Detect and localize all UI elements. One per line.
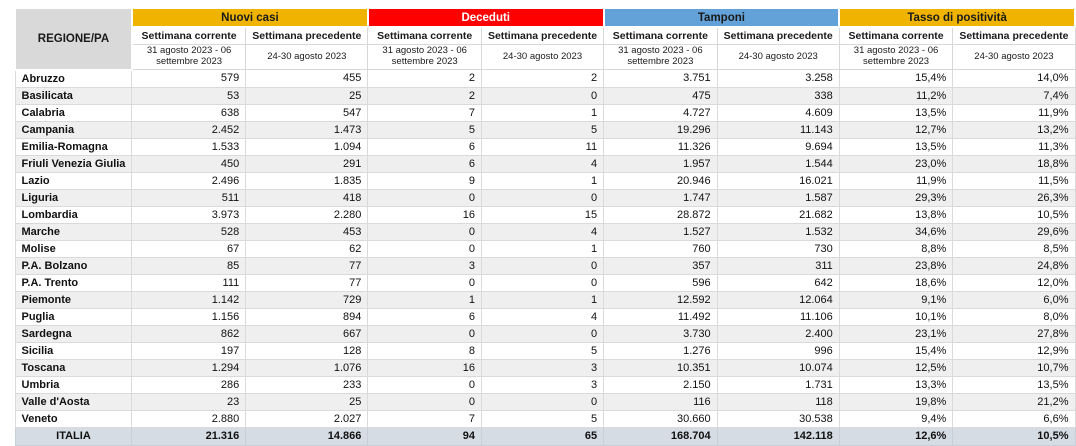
table-row bbox=[15, 359, 1075, 376]
region-name-cell: Puglia bbox=[15, 308, 132, 325]
value-cell: 511 bbox=[132, 189, 246, 206]
value-cell: 1 bbox=[481, 104, 603, 121]
value-cell: 0 bbox=[368, 325, 482, 342]
table-row bbox=[15, 308, 1075, 325]
value-cell: 667 bbox=[246, 325, 368, 342]
value-cell: 2 bbox=[368, 87, 482, 104]
value-cell: 1.747 bbox=[604, 189, 718, 206]
value-cell: 118 bbox=[717, 393, 839, 410]
value-cell: 11.326 bbox=[604, 138, 718, 155]
region-name-cell: Toscana bbox=[15, 359, 132, 376]
value-cell: 638 bbox=[132, 104, 246, 121]
region-name-cell: P.A. Bolzano bbox=[15, 257, 132, 274]
value-cell: 4 bbox=[481, 308, 603, 325]
value-cell: 894 bbox=[246, 308, 368, 325]
value-cell: 0 bbox=[481, 87, 603, 104]
value-cell: 0 bbox=[368, 274, 482, 291]
value-cell: 1.076 bbox=[246, 359, 368, 376]
value-cell: 2.150 bbox=[604, 376, 718, 393]
value-cell: 23,8% bbox=[839, 257, 953, 274]
subheader-current: Settimana corrente bbox=[839, 27, 953, 45]
value-cell: 15,4% bbox=[839, 342, 953, 359]
value-cell: 10.074 bbox=[717, 359, 839, 376]
value-cell: 5 bbox=[368, 121, 482, 138]
value-cell: 2.280 bbox=[246, 206, 368, 223]
value-cell: 4.609 bbox=[717, 104, 839, 121]
table-row bbox=[15, 189, 1075, 206]
value-cell: 2.452 bbox=[132, 121, 246, 138]
table-row bbox=[15, 121, 1075, 138]
value-cell: 10.351 bbox=[604, 359, 718, 376]
value-cell: 2.496 bbox=[132, 172, 246, 189]
region-name-cell: Umbria bbox=[15, 376, 132, 393]
group-header-nuovi-casi: Nuovi casi bbox=[132, 8, 368, 27]
value-cell: 996 bbox=[717, 342, 839, 359]
value-cell: 1.142 bbox=[132, 291, 246, 308]
value-cell: 1.156 bbox=[132, 308, 246, 325]
value-cell: 0 bbox=[368, 189, 482, 206]
value-cell: 9,1% bbox=[839, 291, 953, 308]
value-cell: 0 bbox=[368, 393, 482, 410]
region-name-cell: Liguria bbox=[15, 189, 132, 206]
value-cell: 1 bbox=[368, 291, 482, 308]
value-cell: 12.592 bbox=[604, 291, 718, 308]
value-cell: 10,1% bbox=[839, 308, 953, 325]
value-cell: 2 bbox=[481, 70, 603, 88]
value-cell: 547 bbox=[246, 104, 368, 121]
value-cell: 4 bbox=[481, 223, 603, 240]
value-cell: 0 bbox=[368, 223, 482, 240]
value-cell: 338 bbox=[717, 87, 839, 104]
value-cell: 1 bbox=[481, 240, 603, 257]
subheader-current: Settimana corrente bbox=[368, 27, 482, 45]
region-name-cell: Molise bbox=[15, 240, 132, 257]
value-cell: 24,8% bbox=[953, 257, 1075, 274]
value-cell: 579 bbox=[132, 70, 246, 88]
value-cell: 5 bbox=[481, 121, 603, 138]
value-cell: 13,2% bbox=[953, 121, 1075, 138]
value-cell: 29,3% bbox=[839, 189, 953, 206]
value-cell: 233 bbox=[246, 376, 368, 393]
period-current: 31 agosto 2023 - 06 settembre 2023 bbox=[368, 45, 482, 70]
period-previous: 24-30 agosto 2023 bbox=[717, 45, 839, 70]
total-value-cell: 12,6% bbox=[839, 427, 953, 445]
table-row bbox=[15, 155, 1075, 172]
table-row bbox=[15, 70, 1075, 88]
value-cell: 2 bbox=[368, 70, 482, 88]
table-row bbox=[15, 342, 1075, 359]
value-cell: 27,8% bbox=[953, 325, 1075, 342]
value-cell: 6,6% bbox=[953, 410, 1075, 427]
value-cell: 11,5% bbox=[953, 172, 1075, 189]
subheader-current: Settimana corrente bbox=[132, 27, 246, 45]
table-row bbox=[15, 240, 1075, 257]
value-cell: 9.694 bbox=[717, 138, 839, 155]
value-cell: 1.094 bbox=[246, 138, 368, 155]
value-cell: 23,0% bbox=[839, 155, 953, 172]
value-cell: 9 bbox=[368, 172, 482, 189]
value-cell: 18,6% bbox=[839, 274, 953, 291]
region-name-cell: Sardegna bbox=[15, 325, 132, 342]
value-cell: 128 bbox=[246, 342, 368, 359]
value-cell: 311 bbox=[717, 257, 839, 274]
total-value-cell: 14.866 bbox=[246, 427, 368, 445]
data-table bbox=[14, 7, 1076, 446]
value-cell: 1.731 bbox=[717, 376, 839, 393]
value-cell: 19.296 bbox=[604, 121, 718, 138]
value-cell: 11.492 bbox=[604, 308, 718, 325]
value-cell: 3 bbox=[481, 376, 603, 393]
value-cell: 14,0% bbox=[953, 70, 1075, 88]
value-cell: 1.533 bbox=[132, 138, 246, 155]
region-name-cell: Sicilia bbox=[15, 342, 132, 359]
value-cell: 528 bbox=[132, 223, 246, 240]
value-cell: 453 bbox=[246, 223, 368, 240]
region-column-header: REGIONE/PA bbox=[15, 8, 132, 70]
table-row bbox=[15, 257, 1075, 274]
value-cell: 0 bbox=[368, 240, 482, 257]
value-cell: 7 bbox=[368, 104, 482, 121]
value-cell: 9,4% bbox=[839, 410, 953, 427]
value-cell: 12.064 bbox=[717, 291, 839, 308]
subheader-previous: Settimana precedente bbox=[953, 27, 1075, 45]
table-row bbox=[15, 291, 1075, 308]
value-cell: 53 bbox=[132, 87, 246, 104]
value-cell: 16 bbox=[368, 359, 482, 376]
total-value-cell: 10,5% bbox=[953, 427, 1075, 445]
value-cell: 23,1% bbox=[839, 325, 953, 342]
value-cell: 13,5% bbox=[953, 376, 1075, 393]
value-cell: 3.973 bbox=[132, 206, 246, 223]
region-name-cell: Valle d'Aosta bbox=[15, 393, 132, 410]
total-value-cell: 94 bbox=[368, 427, 482, 445]
value-cell: 1.587 bbox=[717, 189, 839, 206]
value-cell: 0 bbox=[368, 376, 482, 393]
value-cell: 12,0% bbox=[953, 274, 1075, 291]
value-cell: 3.730 bbox=[604, 325, 718, 342]
value-cell: 0 bbox=[481, 257, 603, 274]
covid-weekly-region-table bbox=[14, 7, 1076, 446]
group-header-tamponi: Tamponi bbox=[604, 8, 840, 27]
value-cell: 13,5% bbox=[839, 104, 953, 121]
value-cell: 16.021 bbox=[717, 172, 839, 189]
value-cell: 30.538 bbox=[717, 410, 839, 427]
value-cell: 2.400 bbox=[717, 325, 839, 342]
value-cell: 116 bbox=[604, 393, 718, 410]
value-cell: 6 bbox=[368, 138, 482, 155]
value-cell: 0 bbox=[481, 393, 603, 410]
value-cell: 21,2% bbox=[953, 393, 1075, 410]
value-cell: 16 bbox=[368, 206, 482, 223]
value-cell: 642 bbox=[717, 274, 839, 291]
value-cell: 2.880 bbox=[132, 410, 246, 427]
subheader-current: Settimana corrente bbox=[604, 27, 718, 45]
value-cell: 10,5% bbox=[953, 206, 1075, 223]
region-name-cell: Lombardia bbox=[15, 206, 132, 223]
value-cell: 85 bbox=[132, 257, 246, 274]
value-cell: 418 bbox=[246, 189, 368, 206]
value-cell: 6,0% bbox=[953, 291, 1075, 308]
value-cell: 8 bbox=[368, 342, 482, 359]
value-cell: 357 bbox=[604, 257, 718, 274]
region-name-cell: Basilicata bbox=[15, 87, 132, 104]
table-row bbox=[15, 325, 1075, 342]
value-cell: 475 bbox=[604, 87, 718, 104]
value-cell: 6 bbox=[368, 155, 482, 172]
value-cell: 0 bbox=[481, 189, 603, 206]
table-row bbox=[15, 376, 1075, 393]
period-current: 31 agosto 2023 - 06 settembre 2023 bbox=[132, 45, 246, 70]
value-cell: 30.660 bbox=[604, 410, 718, 427]
table-row bbox=[15, 87, 1075, 104]
value-cell: 25 bbox=[246, 87, 368, 104]
value-cell: 5 bbox=[481, 410, 603, 427]
value-cell: 1.532 bbox=[717, 223, 839, 240]
value-cell: 291 bbox=[246, 155, 368, 172]
value-cell: 0 bbox=[481, 274, 603, 291]
value-cell: 1.473 bbox=[246, 121, 368, 138]
value-cell: 730 bbox=[717, 240, 839, 257]
value-cell: 11,9% bbox=[953, 104, 1075, 121]
value-cell: 11 bbox=[481, 138, 603, 155]
value-cell: 13,8% bbox=[839, 206, 953, 223]
value-cell: 760 bbox=[604, 240, 718, 257]
value-cell: 13,5% bbox=[839, 138, 953, 155]
value-cell: 1.544 bbox=[717, 155, 839, 172]
period-previous: 24-30 agosto 2023 bbox=[246, 45, 368, 70]
table-row bbox=[15, 223, 1075, 240]
value-cell: 111 bbox=[132, 274, 246, 291]
period-previous: 24-30 agosto 2023 bbox=[481, 45, 603, 70]
value-cell: 4 bbox=[481, 155, 603, 172]
value-cell: 7 bbox=[368, 410, 482, 427]
value-cell: 3 bbox=[368, 257, 482, 274]
value-cell: 1.276 bbox=[604, 342, 718, 359]
value-cell: 3.751 bbox=[604, 70, 718, 88]
region-name-cell: Friuli Venezia Giulia bbox=[15, 155, 132, 172]
value-cell: 29,6% bbox=[953, 223, 1075, 240]
total-value-cell: 142.118 bbox=[717, 427, 839, 445]
value-cell: 3.258 bbox=[717, 70, 839, 88]
value-cell: 21.682 bbox=[717, 206, 839, 223]
period-previous: 24-30 agosto 2023 bbox=[953, 45, 1075, 70]
value-cell: 450 bbox=[132, 155, 246, 172]
region-name-cell: Piemonte bbox=[15, 291, 132, 308]
value-cell: 1 bbox=[481, 291, 603, 308]
region-name-cell: Veneto bbox=[15, 410, 132, 427]
value-cell: 596 bbox=[604, 274, 718, 291]
value-cell: 197 bbox=[132, 342, 246, 359]
table-row bbox=[15, 138, 1075, 155]
value-cell: 13,3% bbox=[839, 376, 953, 393]
total-row bbox=[15, 427, 1075, 445]
value-cell: 2.027 bbox=[246, 410, 368, 427]
value-cell: 62 bbox=[246, 240, 368, 257]
value-cell: 3 bbox=[481, 359, 603, 376]
value-cell: 23 bbox=[132, 393, 246, 410]
value-cell: 28.872 bbox=[604, 206, 718, 223]
period-current: 31 agosto 2023 - 06 settembre 2023 bbox=[839, 45, 953, 70]
subheader-previous: Settimana precedente bbox=[481, 27, 603, 45]
value-cell: 11,9% bbox=[839, 172, 953, 189]
group-header-deceduti: Deceduti bbox=[368, 8, 604, 27]
value-cell: 67 bbox=[132, 240, 246, 257]
value-cell: 77 bbox=[246, 274, 368, 291]
value-cell: 11,2% bbox=[839, 87, 953, 104]
table-row bbox=[15, 172, 1075, 189]
value-cell: 8,0% bbox=[953, 308, 1075, 325]
total-region-label: ITALIA bbox=[15, 427, 132, 445]
value-cell: 4.727 bbox=[604, 104, 718, 121]
value-cell: 286 bbox=[132, 376, 246, 393]
value-cell: 20.946 bbox=[604, 172, 718, 189]
value-cell: 10,7% bbox=[953, 359, 1075, 376]
table-row bbox=[15, 274, 1075, 291]
value-cell: 1.835 bbox=[246, 172, 368, 189]
value-cell: 729 bbox=[246, 291, 368, 308]
value-cell: 7,4% bbox=[953, 87, 1075, 104]
value-cell: 77 bbox=[246, 257, 368, 274]
value-cell: 8,8% bbox=[839, 240, 953, 257]
subheader-previous: Settimana precedente bbox=[717, 27, 839, 45]
region-name-cell: Lazio bbox=[15, 172, 132, 189]
total-value-cell: 65 bbox=[481, 427, 603, 445]
value-cell: 26,3% bbox=[953, 189, 1075, 206]
period-current: 31 agosto 2023 - 06 settembre 2023 bbox=[604, 45, 718, 70]
value-cell: 11.106 bbox=[717, 308, 839, 325]
table-row bbox=[15, 206, 1075, 223]
value-cell: 8,5% bbox=[953, 240, 1075, 257]
value-cell: 0 bbox=[481, 325, 603, 342]
value-cell: 6 bbox=[368, 308, 482, 325]
total-value-cell: 168.704 bbox=[604, 427, 718, 445]
region-name-cell: Campania bbox=[15, 121, 132, 138]
region-name-cell: Abruzzo bbox=[15, 70, 132, 88]
value-cell: 12,9% bbox=[953, 342, 1075, 359]
value-cell: 455 bbox=[246, 70, 368, 88]
value-cell: 12,5% bbox=[839, 359, 953, 376]
value-cell: 19,8% bbox=[839, 393, 953, 410]
value-cell: 5 bbox=[481, 342, 603, 359]
subheader-previous: Settimana precedente bbox=[246, 27, 368, 45]
value-cell: 1.527 bbox=[604, 223, 718, 240]
value-cell: 11.143 bbox=[717, 121, 839, 138]
region-name-cell: P.A. Trento bbox=[15, 274, 132, 291]
table-row bbox=[15, 410, 1075, 427]
value-cell: 1.957 bbox=[604, 155, 718, 172]
region-name-cell: Calabria bbox=[15, 104, 132, 121]
value-cell: 15,4% bbox=[839, 70, 953, 88]
table-row bbox=[15, 104, 1075, 121]
value-cell: 1 bbox=[481, 172, 603, 189]
table-row bbox=[15, 393, 1075, 410]
value-cell: 34,6% bbox=[839, 223, 953, 240]
total-value-cell: 21.316 bbox=[132, 427, 246, 445]
value-cell: 15 bbox=[481, 206, 603, 223]
value-cell: 1.294 bbox=[132, 359, 246, 376]
value-cell: 11,3% bbox=[953, 138, 1075, 155]
value-cell: 25 bbox=[246, 393, 368, 410]
region-name-cell: Emilia-Romagna bbox=[15, 138, 132, 155]
value-cell: 862 bbox=[132, 325, 246, 342]
value-cell: 18,8% bbox=[953, 155, 1075, 172]
region-name-cell: Marche bbox=[15, 223, 132, 240]
value-cell: 12,7% bbox=[839, 121, 953, 138]
group-header-tasso-positivita: Tasso di positività bbox=[839, 8, 1075, 27]
